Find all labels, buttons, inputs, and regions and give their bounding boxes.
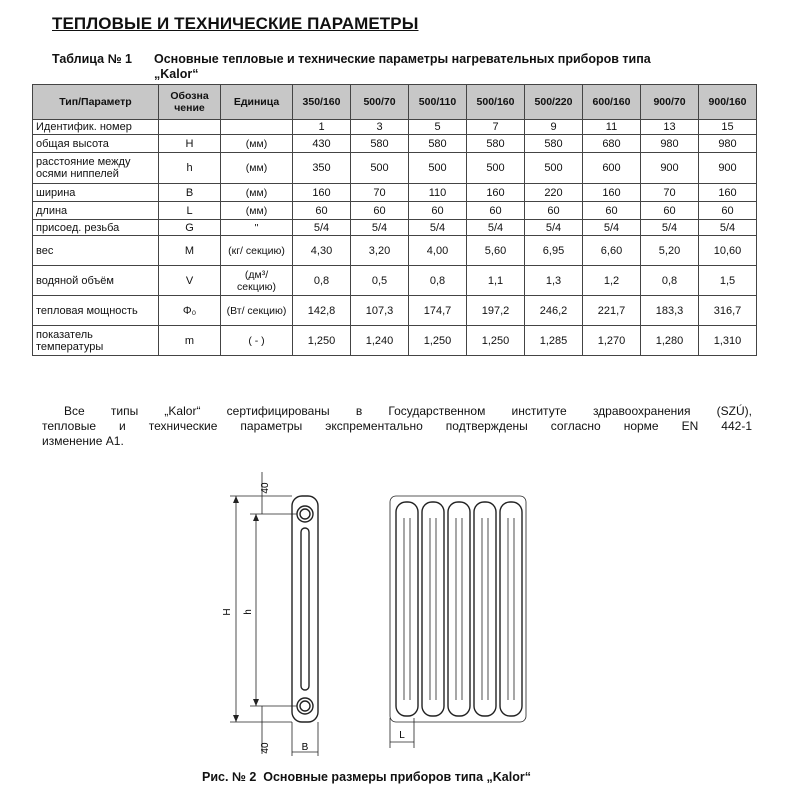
figure-caption (202, 770, 531, 784)
row-value: 900 (699, 153, 757, 184)
bottom-nipple-inner (300, 701, 310, 711)
row-value: 1 (293, 120, 351, 135)
row-unit: " (221, 220, 293, 236)
dim-label-bottom: 40 (260, 742, 271, 754)
arrow-head (253, 699, 259, 706)
paragraph-line: изменение A1. (42, 434, 124, 448)
table-row (33, 135, 757, 153)
dim-label-h: h (243, 609, 254, 615)
row-unit: (мм) (221, 202, 293, 220)
row-value: 5/4 (467, 220, 525, 236)
row-name: расстояние между осями ниппелей (33, 153, 159, 184)
row-value: 5/4 (583, 220, 641, 236)
row-value: 1,285 (525, 326, 583, 356)
row-value: 160 (467, 184, 525, 202)
header-model: 900/160 (699, 85, 757, 120)
header-model: 600/160 (583, 85, 641, 120)
row-value: 110 (409, 184, 467, 202)
row-value: 142,8 (293, 296, 351, 326)
row-value: 350 (293, 153, 351, 184)
row-value: 60 (293, 202, 351, 220)
header-model: 500/220 (525, 85, 583, 120)
row-value: 0,8 (293, 266, 351, 296)
row-value: 60 (699, 202, 757, 220)
row-value: 60 (641, 202, 699, 220)
table-caption-line2: „Kalor“ (154, 67, 199, 81)
row-value: 15 (699, 120, 757, 135)
row-symbol: m (159, 326, 221, 356)
row-value: 5 (409, 120, 467, 135)
row-value: 197,2 (467, 296, 525, 326)
row-value: 5/4 (293, 220, 351, 236)
row-value: 580 (351, 135, 409, 153)
row-unit: ( - ) (221, 326, 293, 356)
row-name: общая высота (33, 135, 159, 153)
row-name: присоед. резьба (33, 220, 159, 236)
table-row (33, 236, 757, 266)
table-row (33, 326, 757, 356)
row-value: 3,20 (351, 236, 409, 266)
arrow-head (253, 514, 259, 521)
row-value: 60 (409, 202, 467, 220)
row-value: 4,00 (409, 236, 467, 266)
row-value: 6,95 (525, 236, 583, 266)
row-value: 430 (293, 135, 351, 153)
row-unit: (Вт/ секцию) (221, 296, 293, 326)
row-value: 1,3 (525, 266, 583, 296)
dim-label-B: B (301, 742, 309, 753)
row-value: 500 (351, 153, 409, 184)
row-value: 10,60 (699, 236, 757, 266)
arrow-head (233, 715, 239, 722)
row-value: 500 (467, 153, 525, 184)
row-value: 160 (583, 184, 641, 202)
header-symbol-line1: Обозна (170, 90, 209, 102)
row-value: 900 (641, 153, 699, 184)
row-value: 221,7 (583, 296, 641, 326)
row-value: 980 (699, 135, 757, 153)
row-value: 980 (641, 135, 699, 153)
table-row (33, 184, 757, 202)
row-value: 246,2 (525, 296, 583, 326)
row-symbol: h (159, 153, 221, 184)
header-model: 900/70 (641, 85, 699, 120)
row-value: 1,280 (641, 326, 699, 356)
row-value: 316,7 (699, 296, 757, 326)
table-caption-text: Основные тепловые и технические параметры нагревательных приборов типа (154, 52, 651, 66)
row-unit: (мм) (221, 135, 293, 153)
paragraph-line: Все типы „Kalor“ сертифицированы в Государственном институте здравоохранения (SZÚ), (64, 404, 752, 418)
row-value: 1,250 (467, 326, 525, 356)
row-value: 1,1 (467, 266, 525, 296)
row-value: 70 (641, 184, 699, 202)
row-value: 1,250 (409, 326, 467, 356)
table-header-row (33, 85, 757, 120)
row-unit (221, 120, 293, 135)
row-unit: (дм³/ секцию) (221, 266, 293, 296)
row-value: 5/4 (409, 220, 467, 236)
row-unit: (мм) (221, 153, 293, 184)
table-row (33, 202, 757, 220)
row-symbol: G (159, 220, 221, 236)
header-model: 500/160 (467, 85, 525, 120)
row-value: 60 (351, 202, 409, 220)
row-value: 9 (525, 120, 583, 135)
row-value: 1,250 (293, 326, 351, 356)
row-value: 3 (351, 120, 409, 135)
row-value: 6,60 (583, 236, 641, 266)
certification-paragraph (42, 404, 752, 449)
row-value: 680 (583, 135, 641, 153)
radiator-drawing (200, 462, 540, 762)
radiator-front-view (390, 496, 526, 748)
row-symbol: M (159, 236, 221, 266)
row-symbol: L (159, 202, 221, 220)
row-name: вес (33, 236, 159, 266)
row-value: 580 (525, 135, 583, 153)
row-value: 5/4 (641, 220, 699, 236)
row-value: 1,270 (583, 326, 641, 356)
row-value: 580 (467, 135, 525, 153)
header-model: 500/70 (351, 85, 409, 120)
row-value: 4,30 (293, 236, 351, 266)
header-model: 350/160 (293, 85, 351, 120)
page-title: ТЕПЛОВЫЕ И ТЕХНИЧЕСКИЕ ПАРАМЕТРЫ (52, 14, 419, 33)
table-caption-number: Таблица № 1 (52, 52, 132, 66)
row-symbol (159, 120, 221, 135)
row-value: 1,310 (699, 326, 757, 356)
row-value: 500 (409, 153, 467, 184)
row-name: Идентифик. номер (33, 120, 159, 135)
row-name: ширина (33, 184, 159, 202)
row-value: 1,2 (583, 266, 641, 296)
row-value: 600 (583, 153, 641, 184)
row-value: 5/4 (699, 220, 757, 236)
row-value: 60 (467, 202, 525, 220)
row-value: 500 (525, 153, 583, 184)
row-value: 174,7 (409, 296, 467, 326)
row-value: 5,60 (467, 236, 525, 266)
top-nipple-inner (300, 509, 310, 519)
row-value: 70 (351, 184, 409, 202)
header-symbol (159, 85, 221, 120)
row-value: 160 (293, 184, 351, 202)
row-value: 60 (583, 202, 641, 220)
row-symbol: V (159, 266, 221, 296)
header-param: Тип/Параметр (33, 85, 159, 120)
header-model: 500/110 (409, 85, 467, 120)
row-value: 60 (525, 202, 583, 220)
figure-caption-number: Рис. № 2 (202, 770, 257, 784)
row-value: 0,8 (641, 266, 699, 296)
row-unit: (мм) (221, 184, 293, 202)
parameters-table (32, 84, 757, 356)
row-value: 580 (409, 135, 467, 153)
arrow-head (233, 496, 239, 503)
row-value: 0,5 (351, 266, 409, 296)
dim-label-H: H (222, 608, 233, 616)
figure-caption-text: Основные размеры приборов типа „Kalor“ (263, 770, 531, 784)
table-row (33, 266, 757, 296)
row-value: 13 (641, 120, 699, 135)
row-value: 11 (583, 120, 641, 135)
row-name: показатель температуры (33, 326, 159, 356)
row-value: 0,8 (409, 266, 467, 296)
row-value: 220 (525, 184, 583, 202)
row-symbol: Φ₀ (159, 296, 221, 326)
row-value: 160 (699, 184, 757, 202)
row-name: тепловая мощность (33, 296, 159, 326)
row-value: 107,3 (351, 296, 409, 326)
table-row (33, 120, 757, 135)
row-value: 5/4 (351, 220, 409, 236)
row-value: 1,5 (699, 266, 757, 296)
row-symbol: H (159, 135, 221, 153)
table-caption (52, 52, 752, 82)
section-slot (301, 528, 309, 690)
row-value: 1,240 (351, 326, 409, 356)
row-value: 5,20 (641, 236, 699, 266)
table-row (33, 153, 757, 184)
paragraph-line: тепловые и технические параметры экспрементально подтверждены согласно норме EN 442-1 (42, 419, 752, 433)
row-value: 5/4 (525, 220, 583, 236)
row-value: 183,3 (641, 296, 699, 326)
header-symbol-line2: чение (174, 102, 205, 114)
row-value: 7 (467, 120, 525, 135)
dim-label-L: L (399, 730, 405, 741)
section-side-outline (292, 496, 318, 722)
row-name: водяной объём (33, 266, 159, 296)
table-row (33, 220, 757, 236)
row-unit: (кг/ секцию) (221, 236, 293, 266)
header-unit: Единица (221, 85, 293, 120)
row-name: длина (33, 202, 159, 220)
table-row (33, 296, 757, 326)
row-symbol: B (159, 184, 221, 202)
dim-label-top: 40 (260, 482, 271, 494)
